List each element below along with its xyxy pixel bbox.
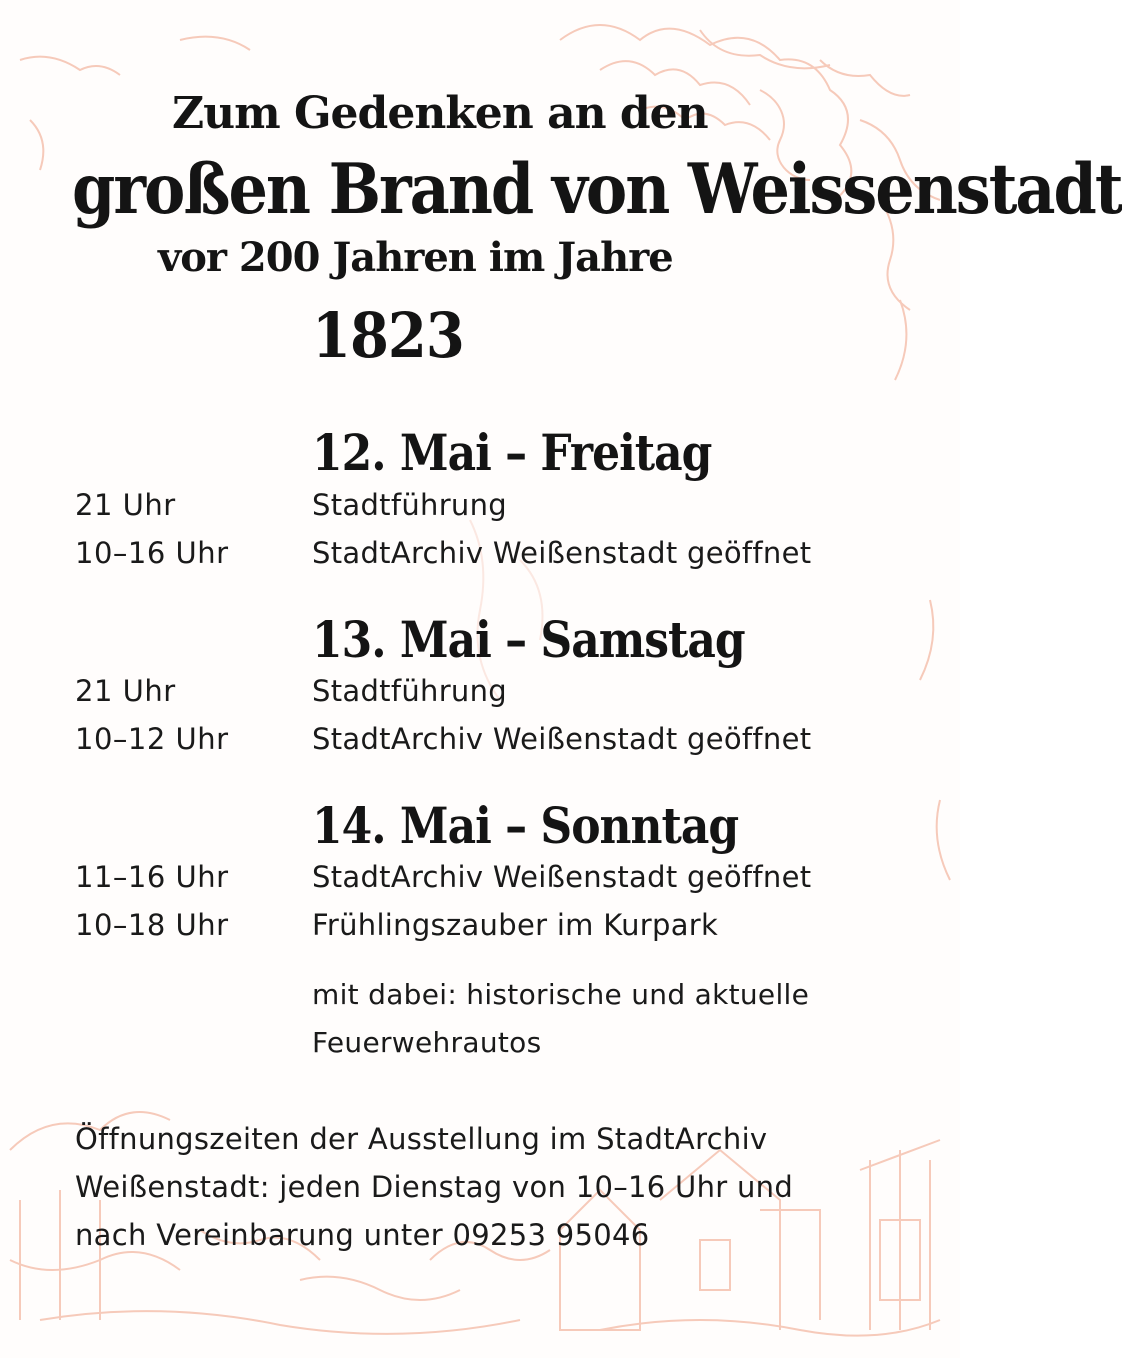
day-heading-friday: 12. Mai – Freitag [312,425,712,483]
event-label: StadtArchiv Weißenstadt geöffnet [312,722,812,756]
footer-line-3: nach Vereinbarung unter 09253 95046 [75,1218,650,1252]
schedule-row [0,536,960,576]
schedule-row [0,722,960,762]
header-year: 1823 [312,300,464,373]
footer-line-1: Öffnungszeiten der Ausstellung im StadtArchiv [75,1122,768,1156]
event-time: 11–16 Uhr [75,860,229,894]
schedule-row [0,674,960,714]
event-label: StadtArchiv Weißenstadt geöffnet [312,860,812,894]
day-heading-sunday: 14. Mai – Sonntag [312,798,739,856]
event-note-line-2: Feuerwehrautos [312,1026,542,1059]
event-label: Stadtführung [312,488,507,522]
header-line-1: Zum Gedenken an den [172,88,708,139]
event-time: 10–16 Uhr [75,536,229,570]
day-heading-saturday: 13. Mai – Samstag [312,612,745,670]
event-label: Frühlingszauber im Kurpark [312,908,719,942]
schedule-row [0,860,960,900]
schedule-row [0,908,960,948]
schedule-row [0,488,960,528]
page-title: großen Brand von Weissenstadt [72,148,1122,230]
event-time: 10–12 Uhr [75,722,229,756]
event-note-line-1: mit dabei: historische und aktuelle [312,978,810,1011]
header-line-3: vor 200 Jahren im Jahre [158,234,673,281]
event-time: 21 Uhr [75,674,176,708]
event-time: 10–18 Uhr [75,908,229,942]
event-label: StadtArchiv Weißenstadt geöffnet [312,536,812,570]
footer-line-2: Weißenstadt: jeden Dienstag von 10–16 Uhr und [75,1170,794,1204]
event-time: 21 Uhr [75,488,176,522]
event-label: Stadtführung [312,674,507,708]
